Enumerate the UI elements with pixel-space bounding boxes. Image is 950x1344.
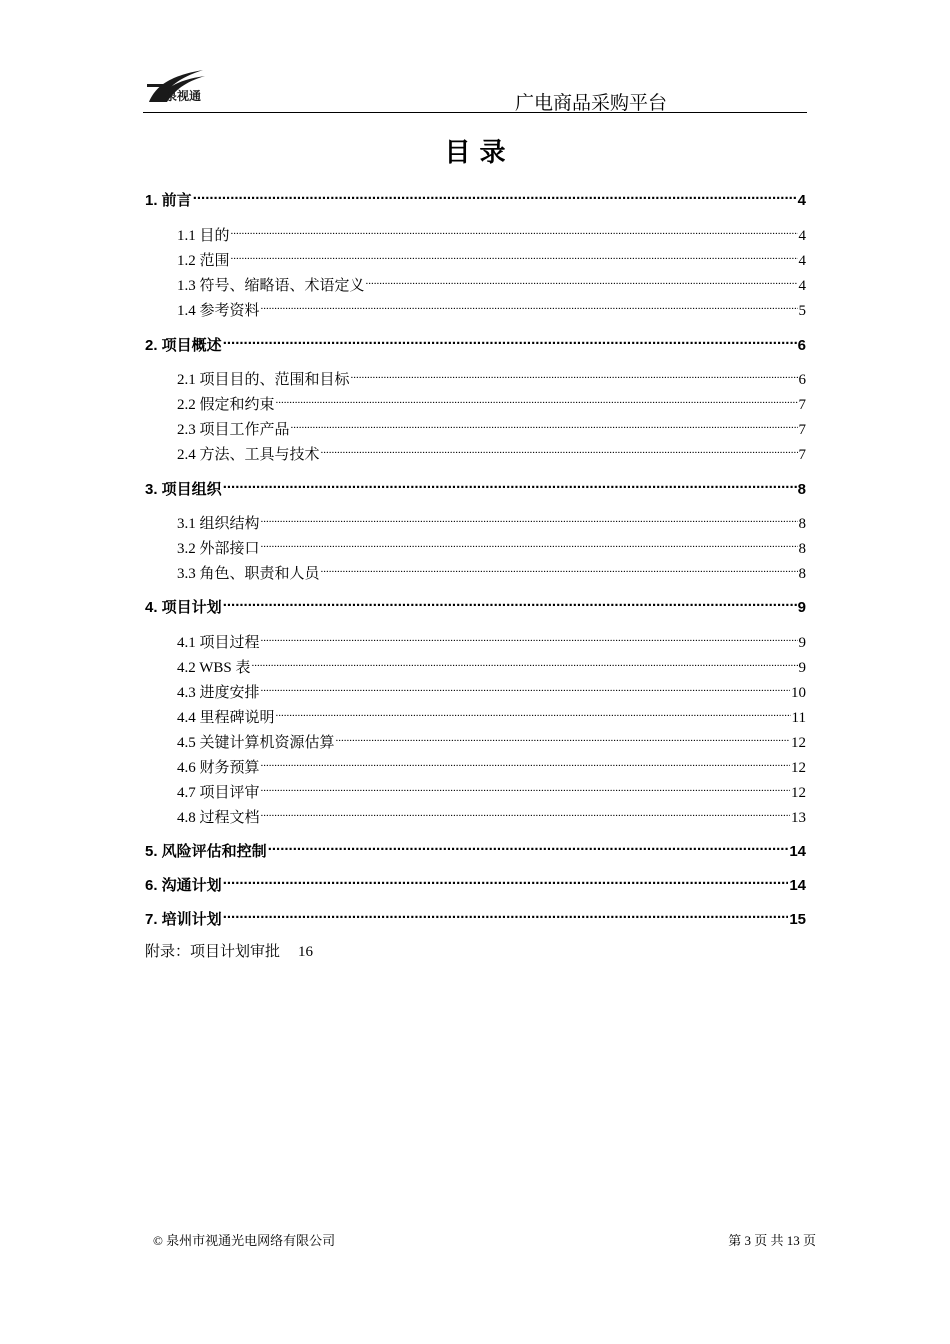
dot-leader [261, 679, 790, 697]
toc-entry-page-number: 4 [798, 253, 806, 269]
dot-leader [291, 416, 798, 434]
toc-entry-label: 1.1 目的 [177, 228, 230, 244]
dot-leader [261, 779, 790, 797]
dot-leader [261, 510, 798, 528]
toc-entry-label: 5. 风险评估和控制 [145, 843, 267, 860]
toc-entry-label: 4.2 WBS 表 [177, 660, 251, 676]
toc-entry-page-number: 13 [791, 810, 806, 826]
dot-leader [223, 906, 789, 924]
toc-section-entry[interactable] [177, 416, 806, 439]
toc-chapter-entry[interactable] [145, 838, 806, 861]
toc-entry-label: 4.1 项目过程 [177, 635, 260, 651]
toc-entry-page-number: 7 [798, 397, 806, 413]
toc-section-entry[interactable] [177, 729, 806, 752]
toc-entry-label: 2. 项目概述 [145, 337, 222, 354]
toc-appendix[interactable] [145, 940, 313, 961]
toc-section-entry[interactable] [177, 510, 806, 533]
toc-entry-label: 2.4 方法、工具与技术 [177, 447, 320, 463]
toc-entry-page-number: 7 [798, 447, 806, 463]
toc-entry-label: 3.3 角色、职责和人员 [177, 566, 320, 582]
toc-section-entry[interactable] [177, 804, 806, 827]
toc-entry-label: 7. 培训计划 [145, 911, 222, 928]
toc-chapter-entry[interactable] [145, 187, 806, 210]
toc-entry-page-number: 4 [798, 228, 806, 244]
toc-entry-page-number: 6 [797, 337, 806, 354]
dot-leader [261, 297, 798, 315]
toc-entry-label: 2.3 项目工作产品 [177, 422, 290, 438]
dot-leader [193, 187, 797, 205]
appendix-label: 附录：项目计划审批 [145, 944, 281, 960]
toc-section-entry[interactable] [177, 272, 806, 295]
company-logo [145, 66, 235, 106]
toc-entry-label: 1.2 范围 [177, 253, 230, 269]
toc-entry-label: 6. 沟通计划 [145, 877, 222, 894]
toc-entry-label: 2.2 假定和约束 [177, 397, 275, 413]
toc-entry-page-number: 4 [797, 192, 806, 209]
dot-leader [366, 272, 798, 290]
toc-section-entry[interactable] [177, 535, 806, 558]
toc-section-entry[interactable] [177, 654, 806, 677]
dot-leader [223, 594, 797, 612]
dot-leader [276, 704, 791, 722]
toc-entry-page-number: 8 [797, 481, 806, 498]
dot-leader [321, 441, 798, 459]
toc-entry-page-number: 14 [789, 877, 806, 894]
toc-section-entry[interactable] [177, 247, 806, 270]
toc-section-entry[interactable] [177, 391, 806, 414]
toc-entry-page-number: 9 [798, 635, 806, 651]
toc-chapter-entry[interactable] [145, 906, 806, 929]
toc-entry-label: 4.3 进度安排 [177, 685, 260, 701]
toc-chapter-entry[interactable] [145, 332, 806, 355]
toc-entry-page-number: 12 [791, 735, 806, 751]
toc-section-entry[interactable] [177, 441, 806, 464]
toc-entry-page-number: 8 [798, 541, 806, 557]
toc-entry-label: 1.3 符号、缩略语、术语定义 [177, 278, 365, 294]
toc-title: 目 录 [444, 138, 506, 168]
toc-entry-label: 1.4 参考资料 [177, 303, 260, 319]
toc-entry-label: 4. 项目计划 [145, 599, 222, 616]
dot-leader [261, 629, 798, 647]
toc-entry-page-number: 11 [791, 710, 806, 726]
toc-section-entry[interactable] [177, 779, 806, 802]
toc-entry-page-number: 8 [798, 516, 806, 532]
toc-entry-page-number: 8 [798, 566, 806, 582]
toc-entry-label: 2.1 项目目的、范围和目标 [177, 372, 350, 388]
dot-leader [276, 391, 798, 409]
appendix-page-number: 16 [298, 944, 314, 960]
footer-page-info: 第 3 页 共 13 页 [728, 1233, 816, 1248]
toc-section-entry[interactable] [177, 679, 806, 702]
toc-entry-label: 4.4 里程碑说明 [177, 710, 275, 726]
toc-entry-label: 1. 前言 [145, 192, 192, 209]
toc-entry-label: 4.5 关键计算机资源估算 [177, 735, 335, 751]
dot-leader [321, 560, 798, 578]
toc-entry-label: 3. 项目组织 [145, 481, 222, 498]
toc-section-entry[interactable] [177, 754, 806, 777]
toc-entry-page-number: 15 [789, 911, 806, 928]
toc-entry-page-number: 6 [798, 372, 806, 388]
toc-chapter-entry[interactable] [145, 872, 806, 895]
dot-leader [351, 366, 798, 384]
toc-entry-page-number: 14 [789, 843, 806, 860]
dot-leader [261, 535, 798, 553]
dot-leader [231, 247, 798, 265]
toc-entry-label: 4.7 项目评审 [177, 785, 260, 801]
toc-entry-label: 4.8 过程文档 [177, 810, 260, 826]
toc-entry-page-number: 9 [798, 660, 806, 676]
toc-section-entry[interactable] [177, 366, 806, 389]
toc-section-entry[interactable] [177, 629, 806, 652]
dot-leader [261, 804, 790, 822]
toc-entry-page-number: 4 [798, 278, 806, 294]
toc-entry-page-number: 12 [791, 785, 806, 801]
toc-section-entry[interactable] [177, 222, 806, 245]
header-divider [143, 112, 807, 113]
toc-chapter-entry[interactable] [145, 476, 806, 499]
toc-section-entry[interactable] [177, 297, 806, 320]
toc-entry-page-number: 12 [791, 760, 806, 776]
footer-copyright: © 泉州市视通光电网络有限公司 [153, 1233, 336, 1248]
header-title: 广电商品采购平台 [514, 93, 667, 114]
toc-chapter-entry[interactable] [145, 594, 806, 617]
dot-leader [223, 872, 789, 890]
toc-entry-label: 3.1 组织结构 [177, 516, 260, 532]
dot-leader [223, 476, 797, 494]
toc-entry-page-number: 10 [791, 685, 806, 701]
dot-leader [251, 654, 797, 672]
dot-leader [336, 729, 790, 747]
dot-leader [223, 332, 797, 350]
toc-entry-page-number: 7 [798, 422, 806, 438]
toc-entry-label: 3.2 外部接口 [177, 541, 260, 557]
toc-entry-page-number: 9 [797, 599, 806, 616]
toc-entry-page-number: 5 [798, 303, 806, 319]
dot-leader [261, 754, 790, 772]
toc-section-entry[interactable] [177, 704, 806, 727]
logo-text: 泉视通 [165, 89, 202, 103]
dot-leader [268, 838, 789, 856]
dot-leader [231, 222, 798, 240]
toc-entry-label: 4.6 财务预算 [177, 760, 260, 776]
toc-section-entry[interactable] [177, 560, 806, 583]
